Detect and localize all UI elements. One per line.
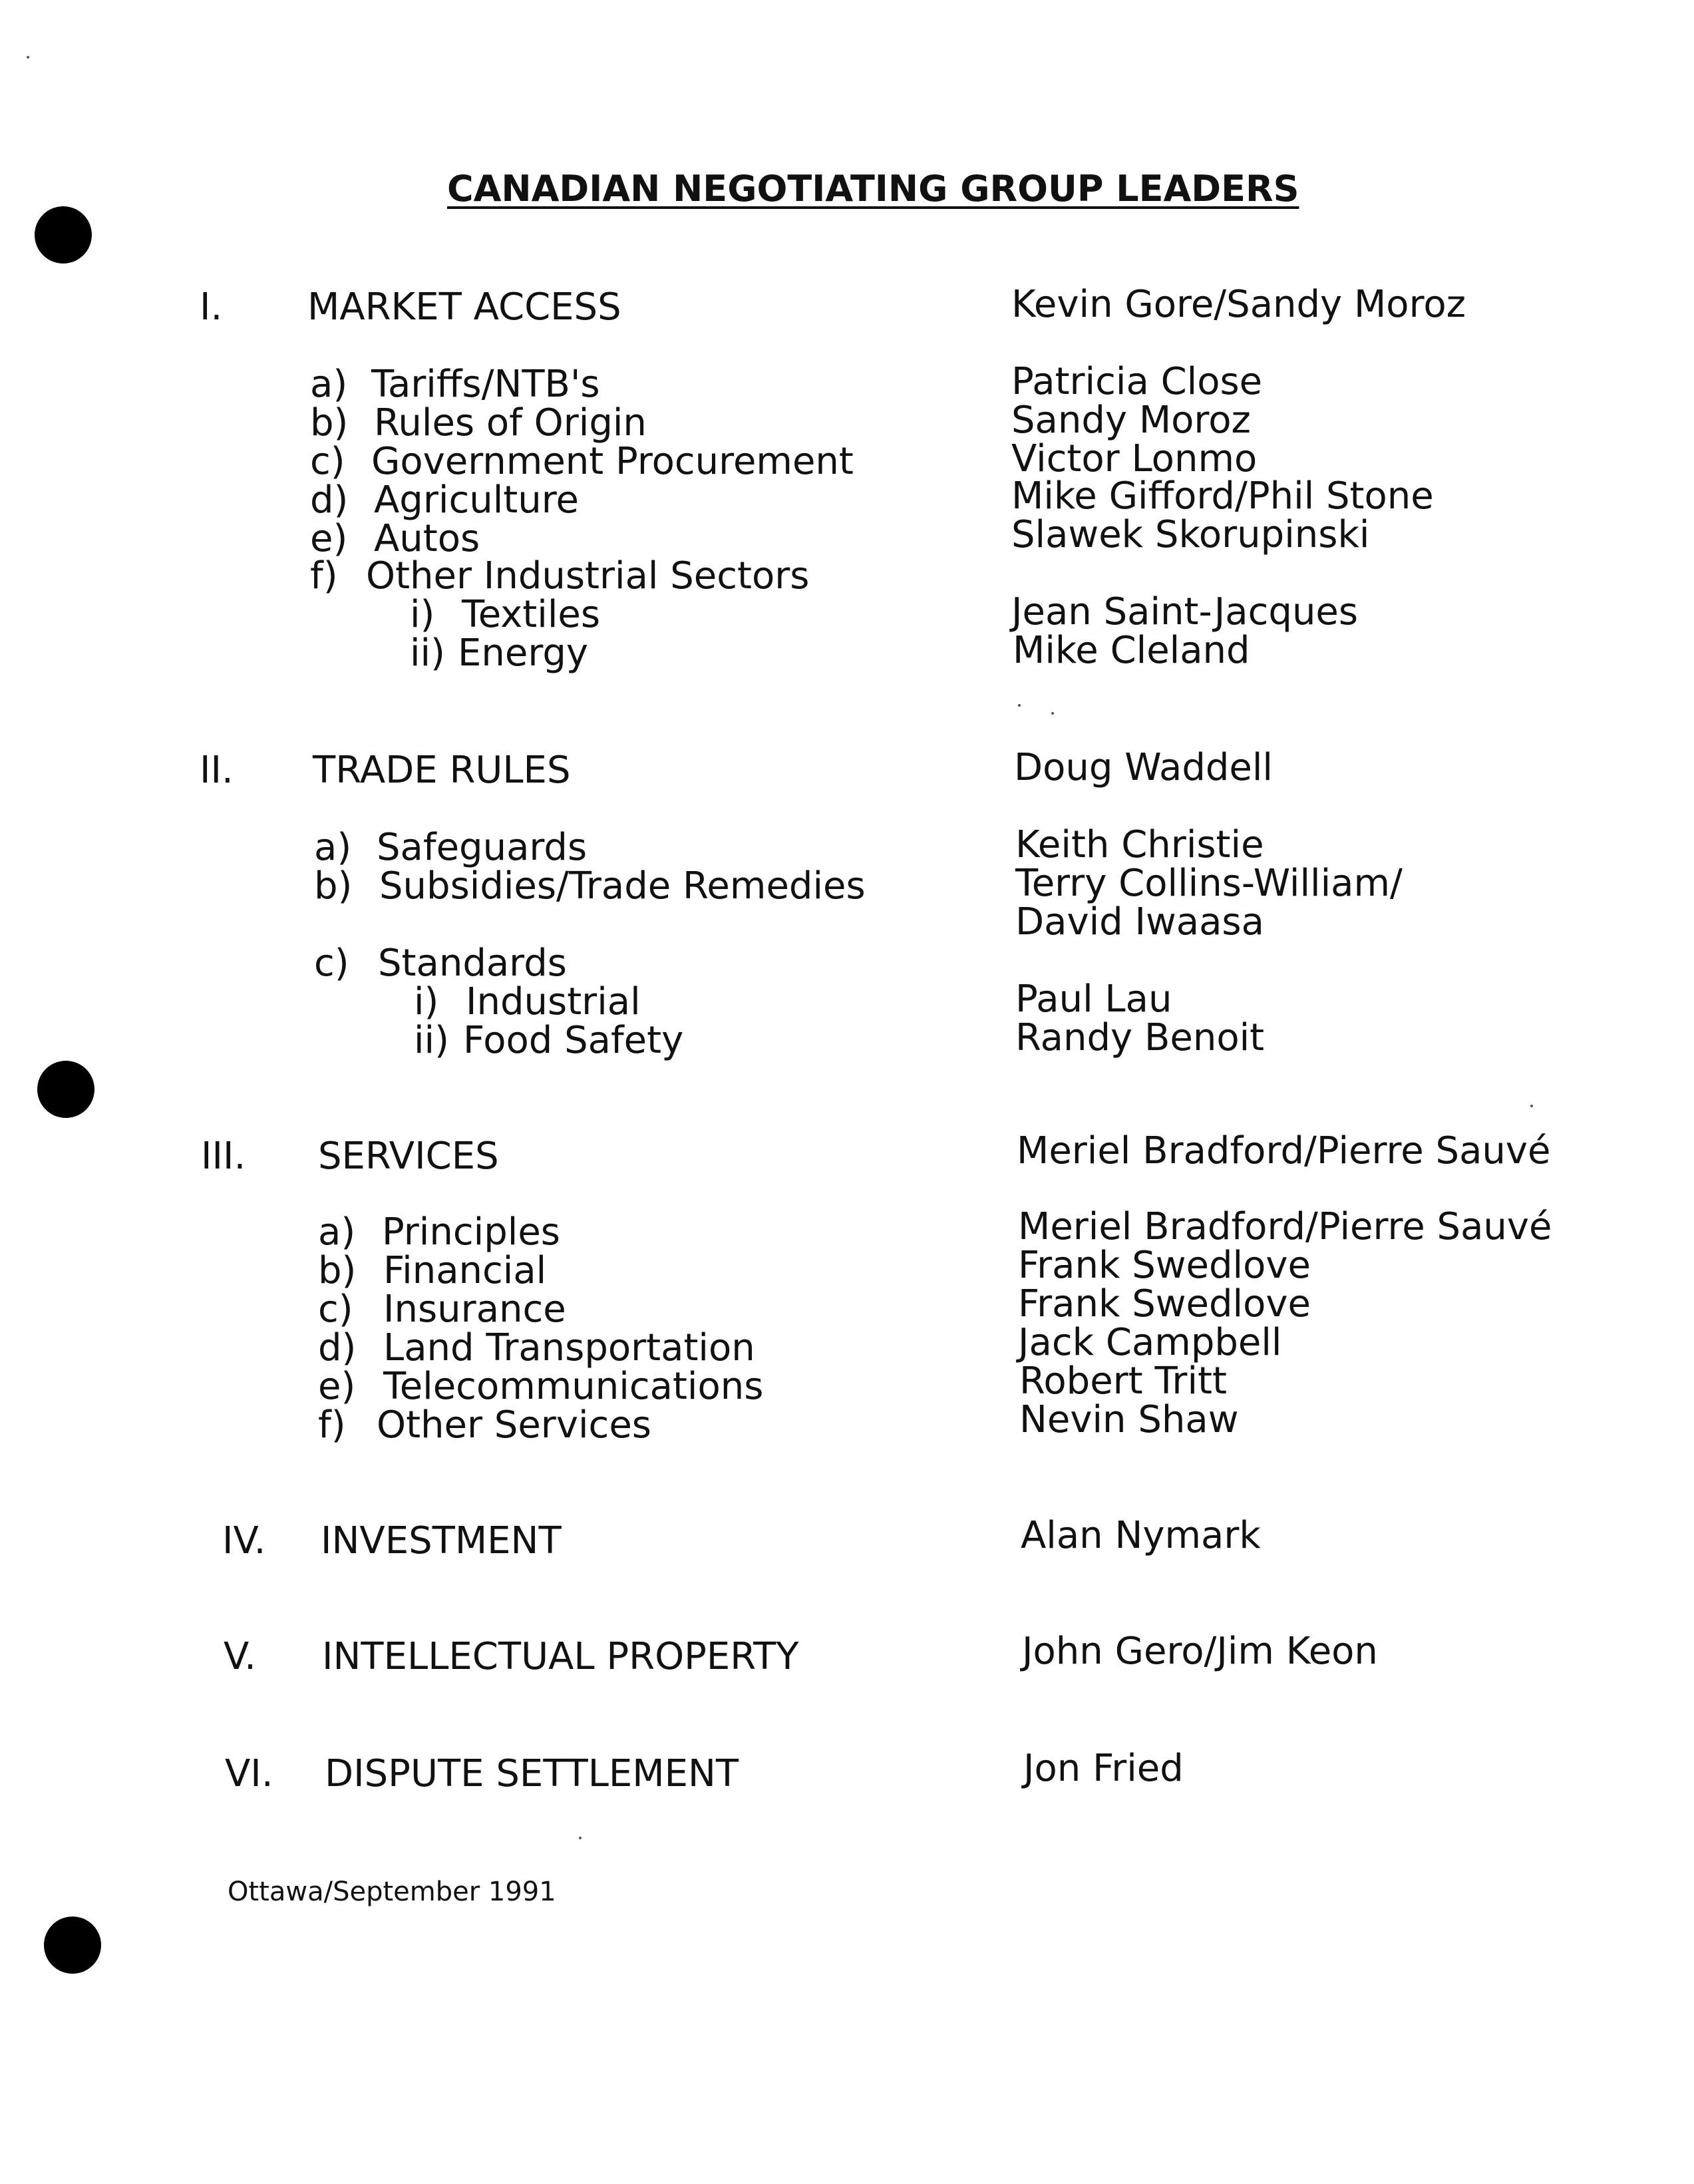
item-text: Agriculture bbox=[374, 478, 579, 522]
section-5-heading: INTELLECTUAL PROPERTY bbox=[322, 1635, 799, 1678]
item-label: f) bbox=[318, 1403, 346, 1447]
section-1-numeral: I. bbox=[200, 285, 223, 329]
scan-speck bbox=[579, 1837, 582, 1839]
item-label: a) bbox=[314, 826, 352, 869]
item-label: b) bbox=[310, 401, 349, 445]
item-leader: Robert Tritt bbox=[1019, 1360, 1227, 1403]
binder-hole-top bbox=[35, 206, 92, 264]
item-leader: Terry Collins-William/ bbox=[1015, 862, 1403, 905]
item-label: d) bbox=[310, 478, 349, 522]
item-leader: Frank Swedlove bbox=[1018, 1244, 1311, 1287]
section-6-numeral: VI. bbox=[225, 1752, 273, 1795]
item-text: Rules of Origin bbox=[374, 401, 647, 445]
item-label: c) bbox=[318, 1288, 353, 1331]
binder-hole-bottom bbox=[44, 1916, 101, 1974]
subitem-text: Energy bbox=[458, 632, 589, 675]
item-text: Tariffs/NTB's bbox=[371, 363, 600, 406]
subitem-text: Textiles bbox=[462, 593, 601, 636]
section-2-numeral: II. bbox=[200, 749, 234, 792]
item-label: e) bbox=[318, 1365, 356, 1408]
item-leader: Jack Campbell bbox=[1018, 1321, 1282, 1364]
subitem-label: ii) bbox=[410, 632, 445, 675]
item-label: b) bbox=[318, 1249, 357, 1292]
item-label: f) bbox=[310, 554, 338, 598]
scan-speck bbox=[1051, 712, 1054, 715]
section-3-numeral: III. bbox=[201, 1135, 246, 1178]
scan-speck bbox=[27, 56, 29, 59]
section-2-heading: TRADE RULES bbox=[313, 749, 571, 792]
subitem-label: i) bbox=[414, 980, 439, 1023]
scan-speck bbox=[1530, 1105, 1533, 1107]
section-1-heading: MARKET ACCESS bbox=[307, 285, 621, 329]
scan-speck bbox=[1018, 704, 1021, 707]
subitem-label: i) bbox=[410, 593, 435, 636]
section-4-numeral: IV. bbox=[222, 1519, 266, 1562]
subitem-text: Industrial bbox=[466, 980, 641, 1023]
section-4-heading: INVESTMENT bbox=[321, 1519, 562, 1562]
footer-date: Ottawa/September 1991 bbox=[228, 1877, 556, 1907]
item-text: Telecommunications bbox=[383, 1365, 764, 1408]
item-text: Other Industrial Sectors bbox=[366, 554, 810, 598]
item-leader: Victor Lonmo bbox=[1011, 437, 1258, 480]
item-label: c) bbox=[310, 440, 345, 483]
item-label: c) bbox=[314, 942, 349, 985]
item-leader: Frank Swedlove bbox=[1018, 1282, 1311, 1326]
item-leader: Nevin Shaw bbox=[1019, 1398, 1239, 1441]
page-title: CANADIAN NEGOTIATING GROUP LEADERS bbox=[447, 168, 1299, 210]
item-leader: Mike Gifford/Phil Stone bbox=[1011, 474, 1434, 518]
item-text: Other Services bbox=[377, 1403, 651, 1447]
item-leader: Keith Christie bbox=[1015, 823, 1264, 866]
item-text: Principles bbox=[382, 1210, 560, 1254]
section-6-heading: DISPUTE SETTLEMENT bbox=[325, 1752, 739, 1795]
item-text: Financial bbox=[383, 1249, 547, 1292]
subitem-leader: Paul Lau bbox=[1015, 978, 1172, 1021]
item-label: a) bbox=[310, 363, 348, 406]
section-1-leader: Kevin Gore/Sandy Moroz bbox=[1011, 283, 1466, 326]
subitem-leader: Randy Benoit bbox=[1015, 1016, 1265, 1059]
item-text: Autos bbox=[374, 517, 480, 560]
section-4-leader: Alan Nymark bbox=[1021, 1514, 1261, 1557]
item-label: e) bbox=[310, 517, 348, 560]
item-leader: Sandy Moroz bbox=[1011, 399, 1251, 442]
item-label: b) bbox=[314, 864, 353, 908]
item-label: d) bbox=[318, 1326, 357, 1369]
item-text: Safeguards bbox=[377, 826, 588, 869]
item-label: a) bbox=[318, 1210, 356, 1254]
subitem-leader: Mike Cleland bbox=[1013, 629, 1250, 672]
item-text: Standards bbox=[378, 942, 567, 985]
item-leader: Patricia Close bbox=[1011, 360, 1263, 403]
item-text: Insurance bbox=[383, 1288, 566, 1331]
binder-hole-middle bbox=[37, 1061, 94, 1118]
section-3-leader: Meriel Bradford/Pierre Sauvé bbox=[1017, 1129, 1551, 1173]
item-text: Land Transportation bbox=[383, 1326, 755, 1369]
section-6-leader: Jon Fried bbox=[1023, 1747, 1184, 1790]
item-text: Government Procurement bbox=[371, 440, 854, 483]
section-3-heading: SERVICES bbox=[318, 1135, 499, 1178]
item-leader: Slawek Skorupinski bbox=[1011, 513, 1370, 556]
item-text: Subsidies/Trade Remedies bbox=[379, 864, 866, 908]
subitem-leader: Jean Saint-Jacques bbox=[1011, 590, 1359, 634]
section-5-leader: John Gero/Jim Keon bbox=[1022, 1630, 1378, 1673]
item-leader-continued: David Iwaasa bbox=[1015, 900, 1264, 944]
subitem-label: ii) bbox=[414, 1019, 449, 1062]
section-2-leader: Doug Waddell bbox=[1014, 746, 1273, 789]
section-5-numeral: V. bbox=[224, 1635, 256, 1678]
subitem-text: Food Safety bbox=[463, 1019, 684, 1062]
item-leader: Meriel Bradford/Pierre Sauvé bbox=[1018, 1205, 1552, 1248]
